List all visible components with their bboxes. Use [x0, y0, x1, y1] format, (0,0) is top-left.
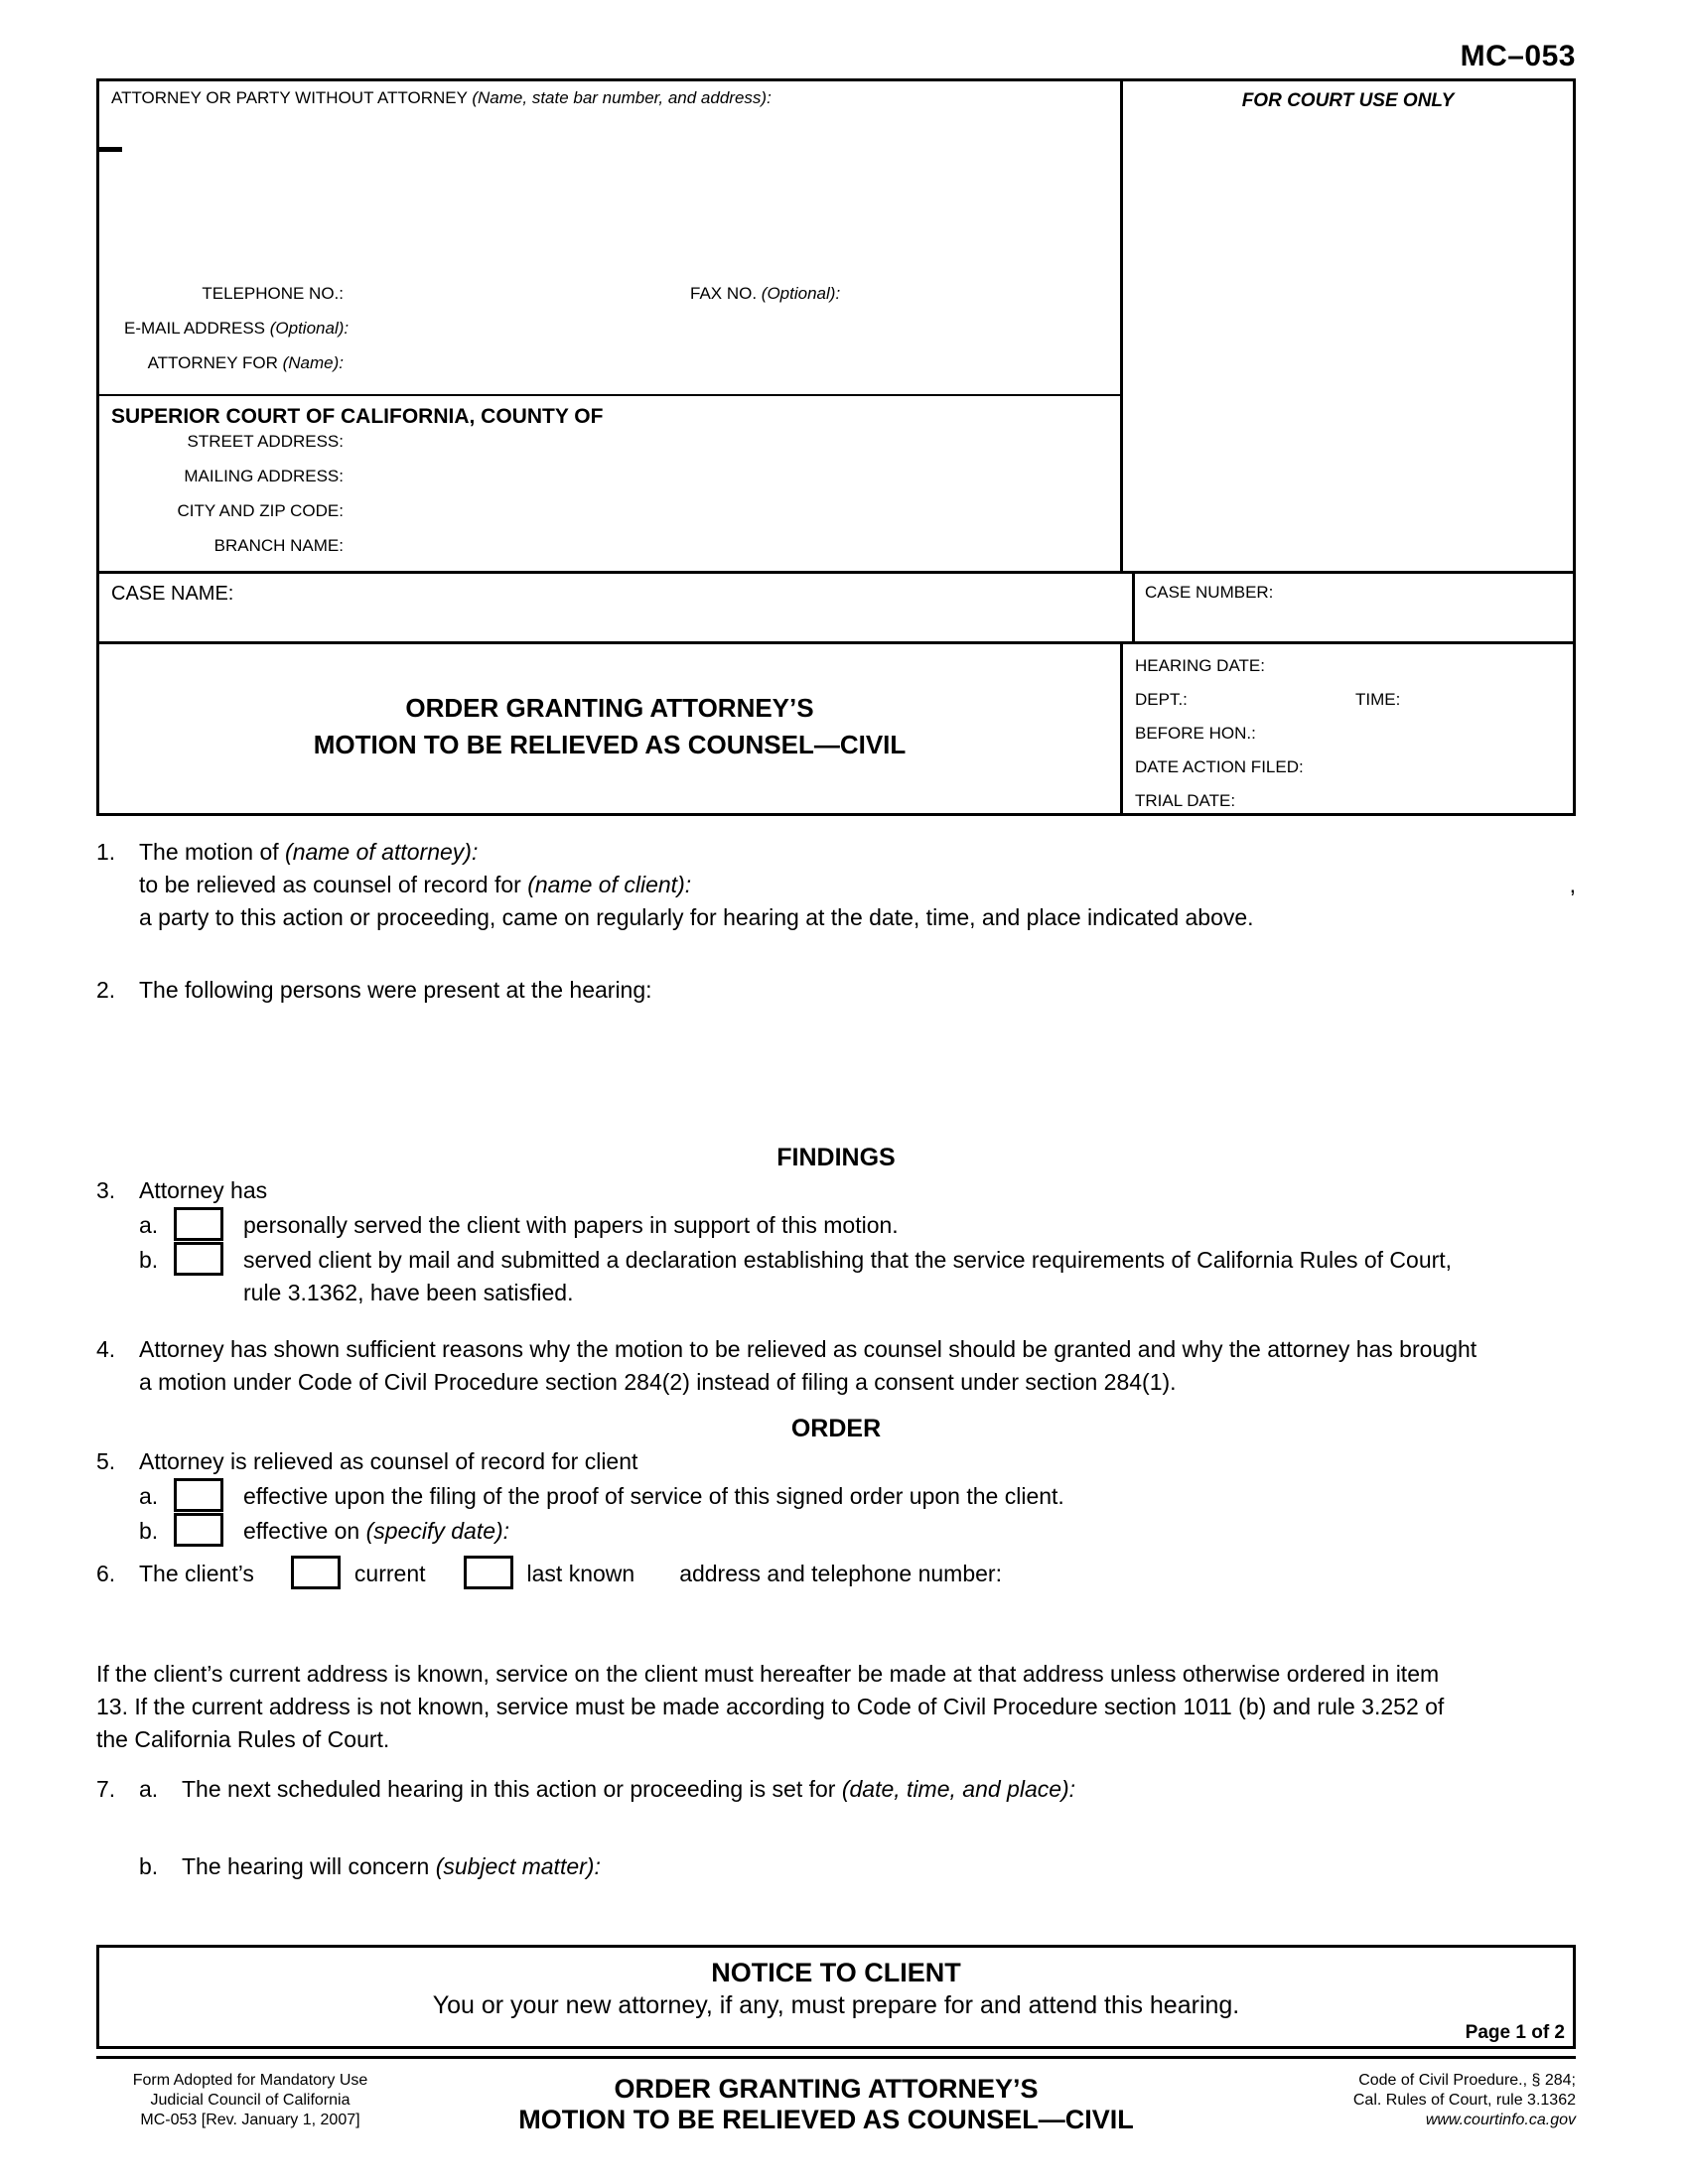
item-7a-letter: a.: [139, 1776, 159, 1802]
fax-label: FAX NO. (Optional):: [690, 284, 841, 303]
footer-form-title: [404, 2071, 1248, 2135]
item-7b-letter: b.: [139, 1853, 159, 1879]
specify-date-hint: (specify date):: [365, 1518, 510, 1544]
city-zip-line: [99, 501, 1120, 536]
street-address-label: STREET ADDRESS:: [187, 432, 344, 451]
item-7b-text: The hearing will concern: [182, 1853, 436, 1879]
attorney-label-text: ATTORNEY OR PARTY WITHOUT ATTORNEY: [111, 88, 473, 107]
case-name-label: CASE NAME:: [111, 583, 234, 605]
telephone-fax-line: [99, 284, 1120, 319]
item-3b-line2: rule 3.1362, have been satisfied.: [243, 1280, 574, 1305]
item-5b-letter: b.: [139, 1518, 159, 1544]
subject-matter-hint: (subject matter):: [435, 1853, 601, 1879]
mailing-address-label: MAILING ADDRESS:: [184, 467, 344, 485]
client-name-trailing-comma: ,: [1569, 872, 1576, 897]
city-zip-label: CITY AND ZIP CODE:: [177, 501, 344, 520]
form-body: [96, 836, 1576, 1945]
item-6-suffix: address and telephone number:: [679, 1561, 1002, 1586]
item-1-line2: [96, 869, 1576, 901]
branch-name-line: [99, 536, 1120, 571]
case-row: [99, 571, 1573, 641]
for-court-use-label: FOR COURT USE ONLY: [1241, 90, 1455, 111]
service-note: [96, 1658, 1576, 1756]
item-6-current-checkbox[interactable]: [291, 1556, 341, 1589]
court-use-column: [1123, 81, 1573, 571]
item-3a-text: personally served the client with papers in support of this motion.: [243, 1212, 899, 1238]
notice-body: You or your new attorney, if any, must prepare for and attend this hearing.: [432, 1991, 1240, 2019]
form-footer: [96, 2071, 1576, 2135]
form-title-line2: MOTION TO BE RELIEVED AS COUNSEL—CIVIL: [313, 730, 907, 759]
item-5b-checkbox[interactable]: [174, 1513, 223, 1547]
item-5a: [96, 1478, 1576, 1513]
next-hearing-blank[interactable]: [96, 1806, 1576, 1850]
page-indicator: Page 1 of 2: [1465, 2022, 1565, 2043]
footer-right-line1: Code of Civil Proedure., § 284;: [1358, 2072, 1576, 2089]
footer-title-line2: MOTION TO BE RELIEVED AS COUNSEL—CIVIL: [518, 2105, 1134, 2134]
form-title-line1: ORDER GRANTING ATTORNEY’S: [405, 693, 814, 723]
date-time-place-hint: (date, time, and place):: [841, 1776, 1076, 1802]
dept-label: DEPT.:: [1135, 690, 1188, 709]
email-label-hint: (Optional):: [269, 319, 350, 338]
item-2-number: 2.: [96, 977, 116, 1003]
fax-label-hint: (Optional):: [761, 284, 841, 303]
caption-top-row: [99, 81, 1573, 571]
item-1-number: 1.: [96, 839, 116, 865]
item-3a-letter: a.: [139, 1212, 159, 1238]
item-6-current-label: current: [353, 1561, 426, 1586]
service-note-line3: the California Rules of Court.: [96, 1726, 390, 1752]
item-6-number: 6.: [96, 1561, 116, 1586]
footer-left-line2: Judicial Council of California: [150, 2092, 351, 2109]
item-5b-text: effective on: [243, 1518, 366, 1544]
item-5-line: [96, 1445, 1576, 1478]
subject-matter-blank[interactable]: [96, 1883, 1576, 1945]
item-3-line: [96, 1174, 1576, 1207]
item-5a-checkbox[interactable]: [174, 1478, 223, 1512]
form-title: [99, 644, 1123, 813]
form-content: [96, 40, 1576, 2135]
item-1: [96, 836, 1576, 934]
attorney-column: [99, 81, 1123, 571]
attorney-for-hint: (Name):: [282, 353, 344, 372]
notice-heading: NOTICE TO CLIENT: [711, 1958, 961, 1987]
item-3-number: 3.: [96, 1177, 116, 1203]
item-3b-checkbox[interactable]: [174, 1242, 223, 1276]
item-1-line2-text: to be relieved as counsel of record for (name of client):: [139, 872, 692, 897]
trial-date-label: TRIAL DATE:: [1135, 791, 1236, 810]
mailing-address-line: [99, 467, 1120, 501]
footer-left-line3: MC-053 [Rev. January 1, 2007]: [140, 2112, 360, 2128]
footer-adoption-info: [96, 2071, 404, 2135]
service-note-line2: 13. If the current address is not known, service must be made according to Code of Civil Procedure section 1011 (b) and rule 3.252 of: [96, 1694, 1445, 1719]
item-3a-checkbox[interactable]: [174, 1207, 223, 1241]
item-6-last-known-checkbox[interactable]: [464, 1556, 513, 1589]
street-address-line: [99, 432, 1120, 467]
item-5-number: 5.: [96, 1448, 116, 1474]
item-7b: [96, 1850, 1576, 1883]
item-6-text: The client’s: [139, 1561, 254, 1586]
before-hon-label: BEFORE HON.:: [1135, 724, 1256, 743]
hearing-info-cell[interactable]: [1123, 644, 1573, 813]
item-5a-text: effective upon the filing of the proof of service of this signed order upon the client.: [243, 1483, 1064, 1509]
item-3a: [96, 1207, 1576, 1242]
client-address-blank[interactable]: [96, 1590, 1576, 1658]
client-name-hint: (name of client):: [527, 872, 692, 897]
date-action-filed-label: DATE ACTION FILED:: [1135, 757, 1304, 776]
item-5a-letter: a.: [139, 1483, 159, 1509]
findings-heading: FINDINGS: [776, 1144, 896, 1171]
item-2-text: The following persons were present at the hearing:: [139, 977, 652, 1003]
attorney-info-area[interactable]: [99, 81, 1120, 394]
attorney-name-hint: (name of attorney):: [285, 839, 479, 865]
item-4-number: 4.: [96, 1336, 116, 1362]
footer-title-line1: ORDER GRANTING ATTORNEY’S: [614, 2074, 1039, 2104]
item-7-number: 7.: [96, 1776, 116, 1802]
hearing-date-label: HEARING DATE:: [1135, 656, 1265, 675]
item-3-text: Attorney has: [139, 1177, 268, 1203]
court-info-area[interactable]: [99, 394, 1120, 571]
case-number-field[interactable]: [1135, 574, 1573, 641]
item-1-line1: [96, 836, 1576, 869]
case-number-label: CASE NUMBER:: [1145, 583, 1274, 602]
email-label: E-MAIL ADDRESS: [124, 319, 270, 338]
court-title: SUPERIOR COURT OF CALIFORNIA, COUNTY OF: [111, 405, 604, 428]
item-1-text: The motion of: [139, 839, 286, 865]
item-7a-text: The next scheduled hearing in this action or proceeding is set for: [182, 1776, 842, 1802]
item-4-line2: a motion under Code of Civil Procedure section 284(2) instead of filing a consent under section 284(1).: [139, 1369, 1177, 1395]
item-4-line1: [96, 1333, 1576, 1366]
branch-name-label: BRANCH NAME:: [213, 536, 344, 555]
telephone-label: TELEPHONE NO.:: [202, 284, 344, 303]
form-number: MC–053: [1460, 40, 1576, 72]
service-note-line1: If the client’s current address is known, service on the client must hereafter be made at that address unless otherwise ordered in item: [96, 1661, 1440, 1687]
attorney-for-label: ATTORNEY FOR (Name):: [147, 353, 344, 372]
attorney-label-hint: (Name, state bar number, and address):: [472, 88, 772, 107]
order-heading: ORDER: [790, 1415, 882, 1442]
item-2: [96, 974, 1576, 1007]
title-row: [99, 641, 1573, 813]
item-3b: [96, 1242, 1576, 1277]
item-5b: [96, 1513, 1576, 1548]
item-3: [96, 1174, 1576, 1309]
caption-box: [96, 78, 1576, 816]
item-6: [96, 1556, 1576, 1590]
footer-divider-rule: [96, 2056, 1576, 2059]
notice-box: [96, 1945, 1576, 2049]
item-6-last-known-label: last known: [526, 1561, 635, 1586]
attorney-caption-label: [99, 81, 1120, 108]
persons-present-blank[interactable]: [96, 1007, 1576, 1142]
item-4-text1: Attorney has shown sufficient reasons why the motion to be relieved as counsel should be granted and why the attorney has brought: [139, 1336, 1477, 1362]
item-5: [96, 1445, 1576, 1548]
item-3b-text: served client by mail and submitted a declaration establishing that the service requirements of California Rules of Court,: [243, 1247, 1453, 1273]
item-7a: [96, 1773, 1576, 1806]
footer-website: www.courtinfo.ca.gov: [1425, 2112, 1576, 2128]
item-4: [96, 1333, 1576, 1399]
dept-time-line: [1135, 690, 1573, 724]
case-name-field[interactable]: [99, 574, 1135, 641]
item-3b-letter: b.: [139, 1247, 159, 1273]
item-5-text: Attorney is relieved as counsel of record for client: [139, 1448, 638, 1474]
item-1-line3: a party to this action or proceeding, came on regularly for hearing at the date, time, and place indicated above.: [139, 904, 1254, 930]
footer-legal-refs: [1248, 2071, 1576, 2135]
footer-right-line2: Cal. Rules of Court, rule 3.1362: [1352, 2092, 1576, 2109]
time-label: TIME:: [1355, 690, 1401, 709]
email-line: [99, 319, 1120, 353]
contact-block: [99, 284, 1120, 388]
attorney-for-line: [99, 353, 1120, 388]
footer-left-line1: Form Adopted for Mandatory Use: [132, 2072, 368, 2089]
